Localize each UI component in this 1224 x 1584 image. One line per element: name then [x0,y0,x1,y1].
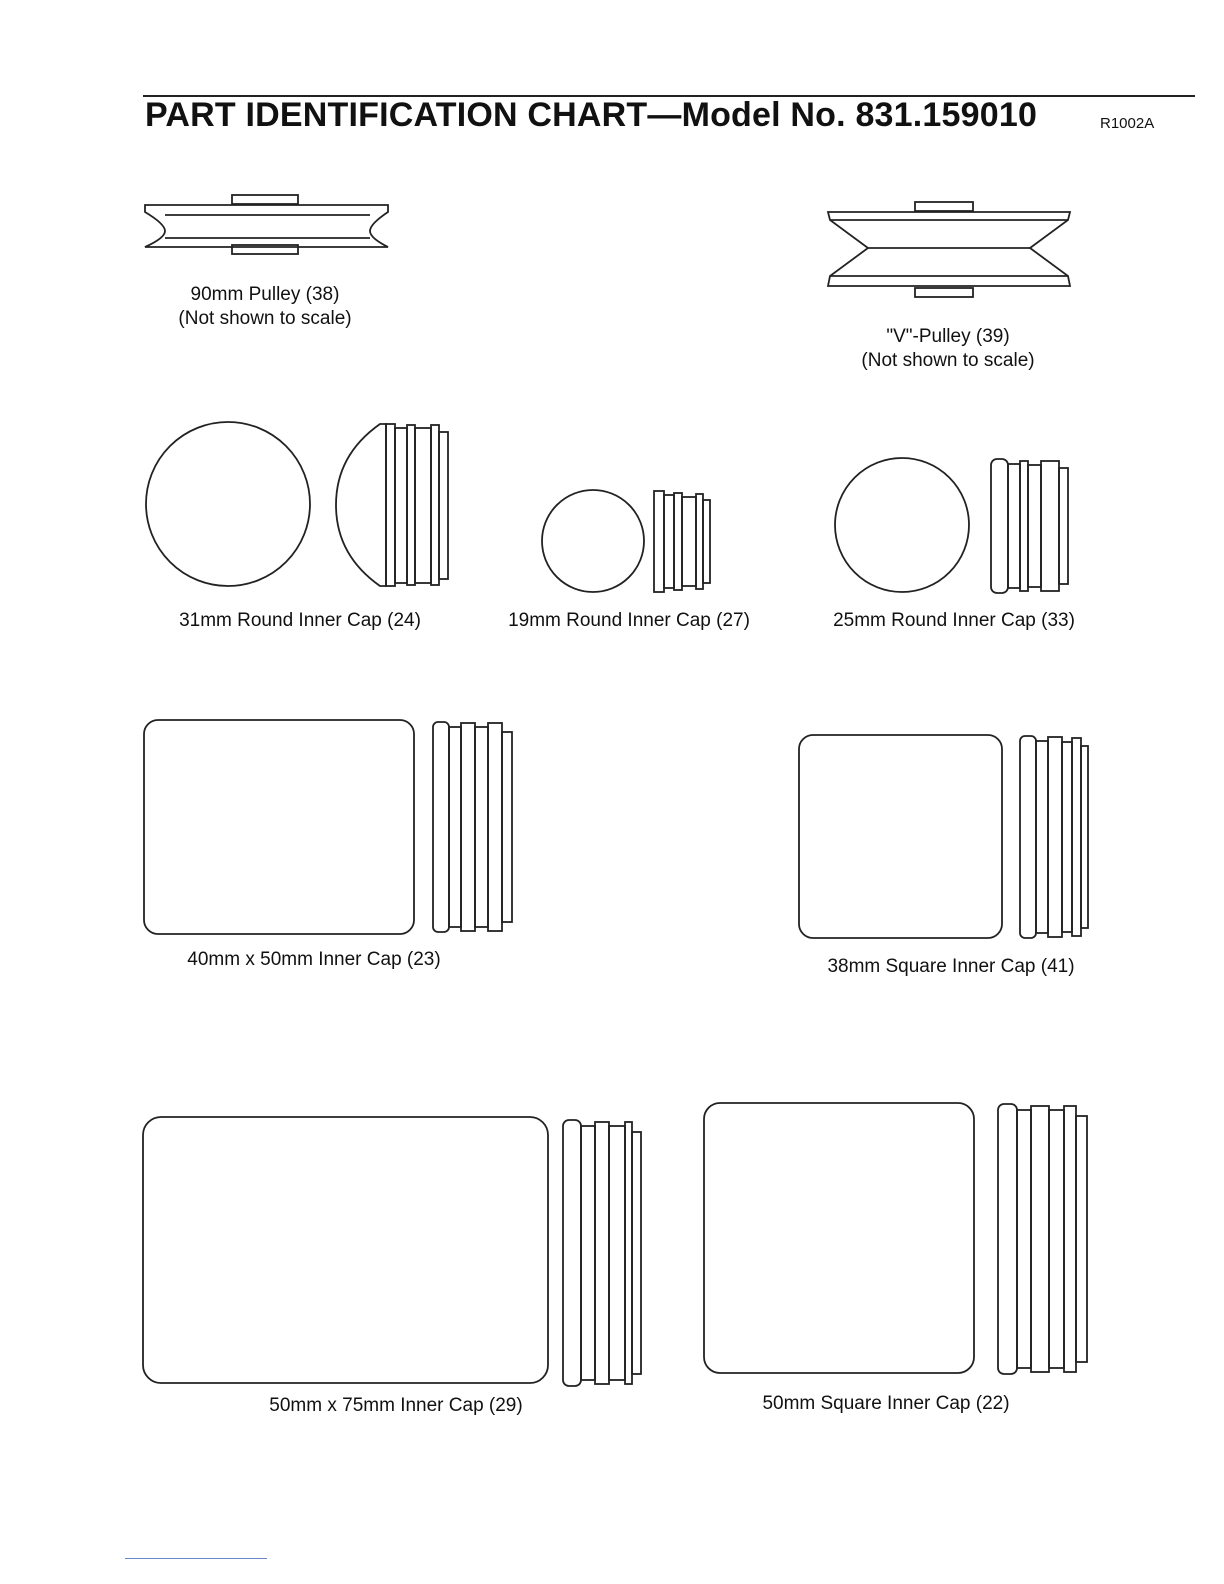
label-50x75-cap: 50mm x 75mm Inner Cap (29) [269,1395,523,1416]
label-19mm-round-cap: 19mm Round Inner Cap (27) [508,610,750,631]
label-40x50-cap: 40mm x 50mm Inner Cap (23) [187,949,441,970]
label-25mm-round-cap: 25mm Round Inner Cap (33) [833,610,1075,631]
cap-19-round-drawing [542,490,710,592]
cap-50x75-drawing [143,1117,641,1386]
cap-25-round-drawing [835,458,1068,593]
v-pulley-note: (Not shown to scale) [861,350,1035,371]
cap-38-square-drawing [799,735,1088,938]
v-pulley-name: "V"-Pulley (39) [886,326,1010,347]
label-50mm-square-cap: 50mm Square Inner Cap (22) [762,1393,1010,1414]
bottom-divider [125,1558,267,1559]
v-pulley-drawing [828,202,1070,297]
cap-50-square-drawing [704,1103,1087,1374]
pulley-90-name: 90mm Pulley (38) [190,284,340,305]
cap-40x50-drawing [144,720,512,934]
pulley-90-drawing [145,195,388,254]
page-title: PART IDENTIFICATION CHART—Model No. 831.159010 [145,96,1038,134]
label-31mm-round-cap: 31mm Round Inner Cap (24) [179,610,421,631]
document-code: R1002A [1100,115,1155,132]
label-90mm-pulley [150,283,380,331]
pulley-90-note: (Not shown to scale) [178,308,352,329]
cap-31-round-drawing [146,422,448,586]
label-v-pulley [833,325,1063,373]
label-38mm-square-cap: 38mm Square Inner Cap (41) [827,956,1075,977]
